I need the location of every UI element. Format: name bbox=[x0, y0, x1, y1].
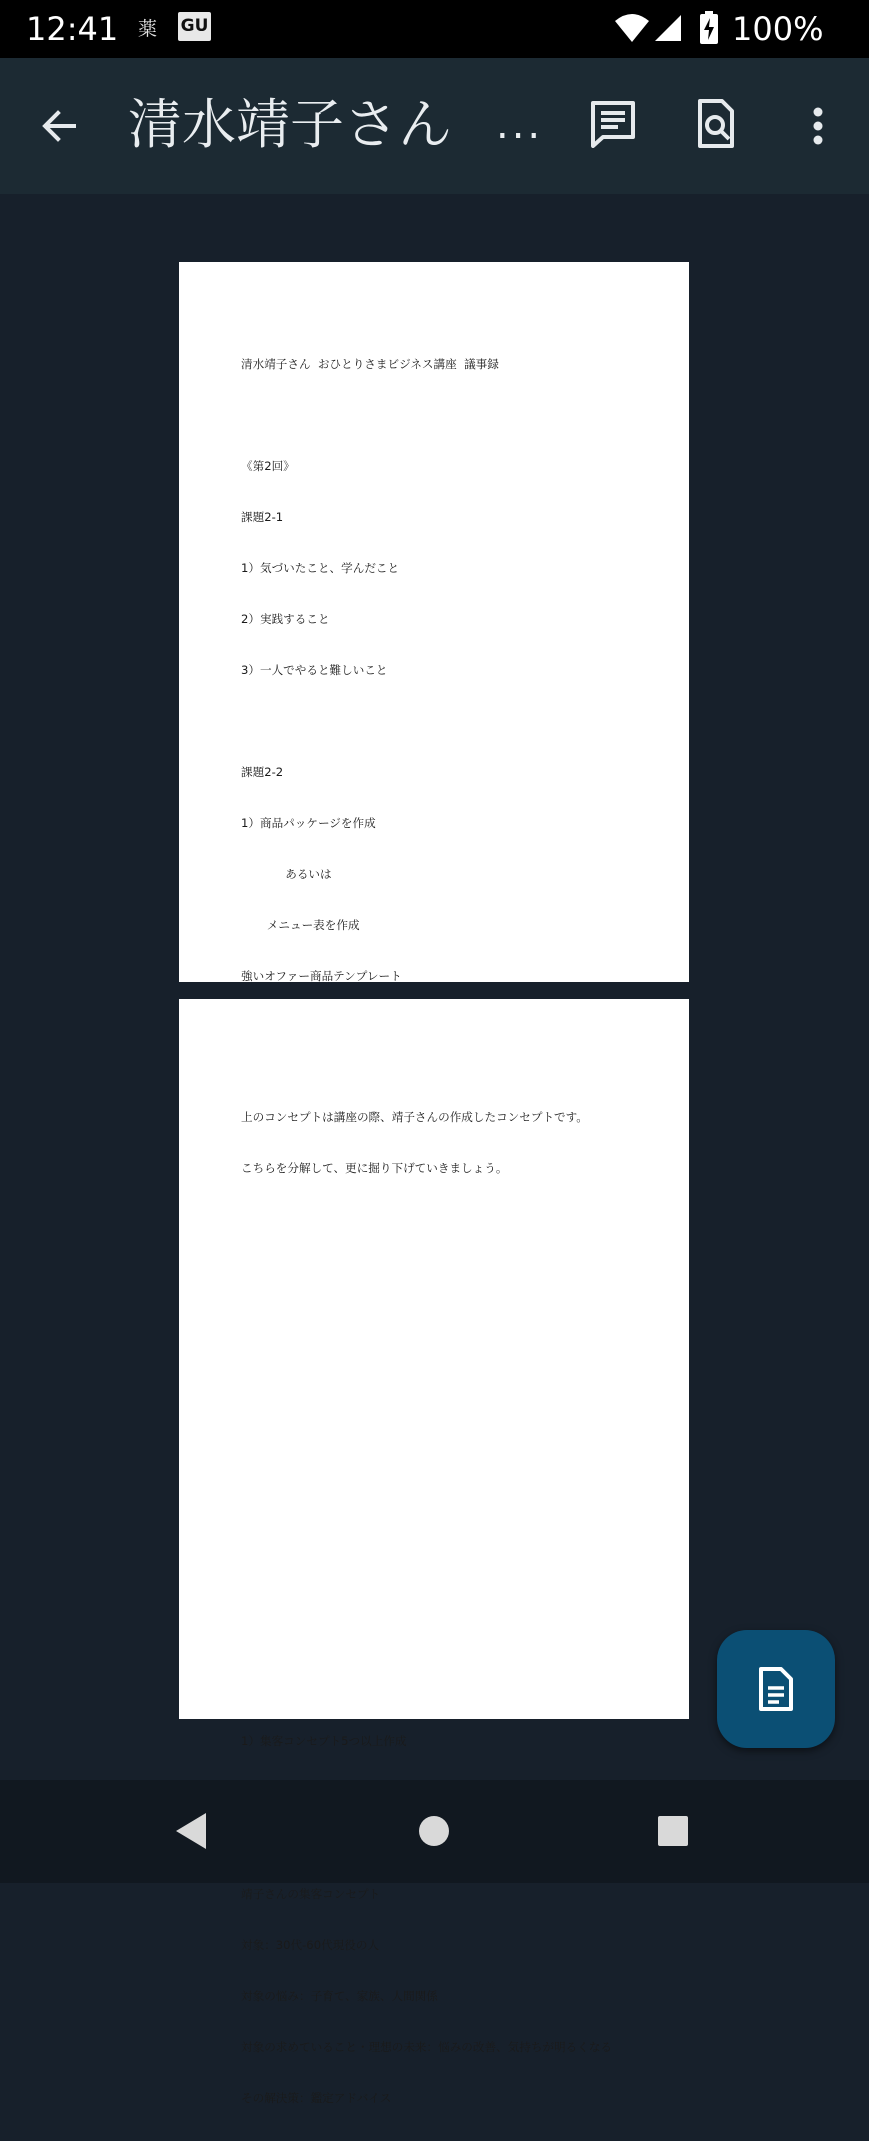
nav-back-button[interactable] bbox=[172, 1810, 212, 1852]
battery-percent: 100% bbox=[732, 10, 824, 48]
nav-recents-icon bbox=[657, 1815, 689, 1847]
doc-line: 対象の悩み：子育て、家族、人間関係 bbox=[241, 1989, 438, 2003]
title-ellipsis: ... bbox=[496, 102, 544, 148]
back-arrow-icon bbox=[30, 96, 90, 156]
status-bar bbox=[0, 0, 869, 58]
comments-icon bbox=[588, 98, 638, 148]
nav-home-button[interactable] bbox=[418, 1815, 450, 1847]
app-bar bbox=[0, 58, 869, 194]
status-icons bbox=[609, 0, 869, 58]
doc-line: 課題2-2 bbox=[241, 765, 284, 779]
nav-home-icon bbox=[418, 1815, 450, 1847]
find-in-page-button[interactable] bbox=[690, 98, 742, 150]
document-page-2[interactable] bbox=[179, 999, 689, 1719]
doc-line: 3）一人でやると難しいこと bbox=[241, 663, 388, 677]
wifi-icon bbox=[614, 13, 650, 43]
doc-line: 強いオファー商品テンプレート bbox=[241, 969, 402, 983]
doc-line: 1）商品パッケージを作成 bbox=[241, 816, 376, 830]
nav-recents-button[interactable] bbox=[657, 1815, 689, 1847]
more-vert-icon bbox=[800, 96, 836, 156]
doc-line: 1）集客コンセプト5つ以上作成 bbox=[241, 1734, 407, 1748]
doc-line: 2）実践すること bbox=[241, 612, 330, 626]
doc-line: メニュー表を作成 bbox=[241, 918, 360, 932]
system-nav-bar bbox=[0, 1780, 869, 1883]
doc-line: あるいは bbox=[241, 867, 332, 881]
back-button[interactable] bbox=[30, 96, 90, 156]
notification-kanji-icon: 薬 bbox=[138, 18, 158, 40]
doc-line: 靖子さんの集客コンセプト bbox=[241, 1887, 381, 1901]
doc-line bbox=[241, 713, 629, 730]
page-2-text bbox=[241, 1075, 588, 1211]
doc-line: こちらを分解して、更に掘り下げていきましょう。 bbox=[241, 1161, 508, 1175]
open-document-fab[interactable] bbox=[717, 1630, 835, 1748]
doc-line: その解決策：鑑定アドバイス bbox=[241, 2091, 392, 2105]
doc-line: 対象：30代-60代現役の人 bbox=[241, 1938, 380, 1952]
find-in-page-icon bbox=[690, 98, 742, 150]
document-icon bbox=[755, 1667, 797, 1711]
battery-charging-icon bbox=[699, 11, 719, 45]
doc-line: 清水靖子さん おひとりさまビジネス講座 議事録 bbox=[241, 357, 499, 371]
document-title: 清水靖子さん bbox=[128, 93, 452, 156]
doc-line: 課題2-1 bbox=[241, 510, 284, 524]
status-time: 12:41 bbox=[26, 10, 119, 48]
notification-gu-icon: GU bbox=[178, 12, 211, 41]
nav-back-icon bbox=[172, 1810, 212, 1852]
doc-line: 《第2回》 bbox=[241, 459, 295, 473]
more-options-button[interactable] bbox=[800, 96, 836, 156]
doc-line: 対象の求めていること・理想の未来：悩みの改善、気持ちが明るくなる bbox=[241, 2040, 613, 2054]
doc-line: 1）気づいたこと、学んだこと bbox=[241, 561, 400, 575]
doc-line bbox=[241, 407, 629, 424]
doc-line: 上のコンセプトは講座の際、靖子さんの作成したコンセプトです。 bbox=[241, 1110, 588, 1124]
signal-icon bbox=[654, 14, 682, 42]
comments-button[interactable] bbox=[588, 98, 638, 148]
